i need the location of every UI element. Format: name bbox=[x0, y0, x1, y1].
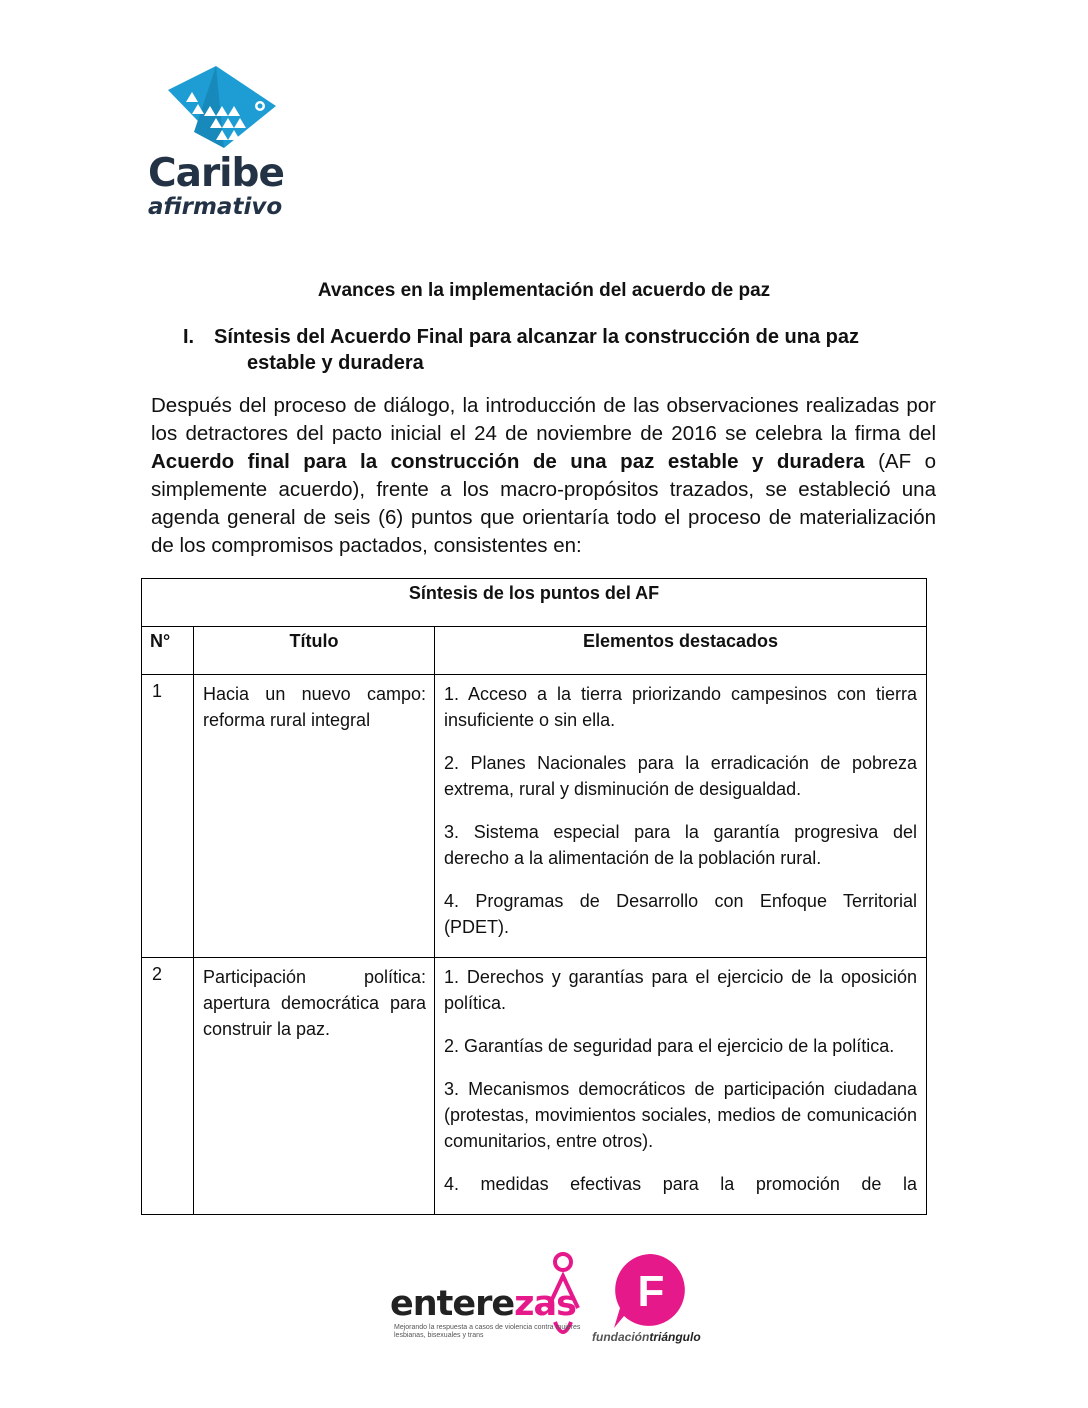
row-number: 1 bbox=[142, 675, 194, 958]
element-item: 2. Planes Nacionales para la erradicación de pobreza extrema, rural y disminución de desigualdad. bbox=[444, 753, 917, 799]
section-number: I. bbox=[183, 326, 195, 348]
element-item: 4. Programas de Desarrollo con Enfoque Territorial (PDET). bbox=[444, 891, 917, 937]
element-item: 4. medidas efectivas para la promoción de la bbox=[444, 1174, 917, 1194]
logo-word-afirmativo: afirmativo bbox=[148, 194, 283, 220]
row-number: 2 bbox=[142, 958, 194, 1215]
element-item: 1. Acceso a la tierra priorizando campesinos con tierra insuficiente o sin ella. bbox=[444, 684, 917, 730]
document-title: Avances en la implementación del acuerdo de paz bbox=[317, 280, 771, 301]
intro-bold-title: Acuerdo final para la construcción de una paz estable y duradera bbox=[151, 450, 865, 473]
fish-icon bbox=[164, 62, 280, 152]
fundacion-triangulo-text bbox=[592, 1330, 701, 1344]
enterezas-tagline: Mejorando la respuesta a casos de violencia contra mujeres lesbianas, bisexuales y trans bbox=[394, 1324, 581, 1339]
caribe-afirmativo-logo bbox=[148, 62, 288, 232]
table-row bbox=[142, 958, 927, 1215]
header-number: N° bbox=[142, 627, 194, 675]
enterezas-word-dark: entere bbox=[390, 1284, 515, 1324]
element-item: 2. Garantías de seguridad para el ejercicio de la política. bbox=[444, 1036, 895, 1056]
header-elements: Elementos destacados bbox=[435, 627, 927, 675]
row-title: Hacia un nuevo campo: reforma rural integral bbox=[194, 675, 435, 958]
table-row bbox=[142, 675, 927, 958]
section-heading-line2: estable y duradera bbox=[247, 352, 424, 374]
intro-text-1: Después del proceso de diálogo, la introducción de las observaciones realizadas por los detractores del pacto inicial el 24 de noviembre de 2016 se celebra la firma del bbox=[151, 394, 936, 445]
table-caption: Síntesis de los puntos del AF bbox=[142, 579, 927, 627]
fundacion-word: fundación bbox=[592, 1330, 650, 1344]
element-item: 1. Derechos y garantías para el ejercicio de la oposición política. bbox=[444, 967, 917, 1013]
section-heading-line1: Síntesis del Acuerdo Final para alcanzar la construcción de una paz bbox=[214, 326, 859, 348]
summary-table bbox=[141, 578, 927, 1215]
row-title: Participación política: apertura democrática para construir la paz. bbox=[194, 958, 435, 1215]
header-title: Título bbox=[194, 627, 435, 675]
fundacion-letter: F bbox=[637, 1267, 665, 1316]
element-item: 3. Mecanismos democráticos de participación ciudadana (protestas, movimientos sociales, medios de comunicación comunitarios, entre otros). bbox=[444, 1079, 917, 1151]
footer-logos bbox=[388, 1248, 718, 1348]
logo-word-caribe: Caribe bbox=[148, 151, 284, 196]
section-heading bbox=[183, 324, 923, 376]
triangulo-word: triángulo bbox=[649, 1330, 701, 1344]
row-elements bbox=[435, 958, 927, 1215]
intro-text-2: (AF o simplemente acuerdo), frente a los macro-propósitos trazados, se estableció una agenda general de seis (6) puntos que orientaría todo el proceso de materialización de los compromisos pactados, consistentes en: bbox=[151, 450, 936, 557]
table-header-row bbox=[142, 627, 927, 675]
enterezas-word-pink: zas bbox=[514, 1284, 576, 1324]
intro-paragraph bbox=[151, 392, 936, 560]
fundacion-triangulo-icon bbox=[608, 1250, 694, 1330]
element-item: 3. Sistema especial para la garantía progresiva del derecho a la alimentación de la población rural. bbox=[444, 822, 917, 868]
row-elements bbox=[435, 675, 927, 958]
